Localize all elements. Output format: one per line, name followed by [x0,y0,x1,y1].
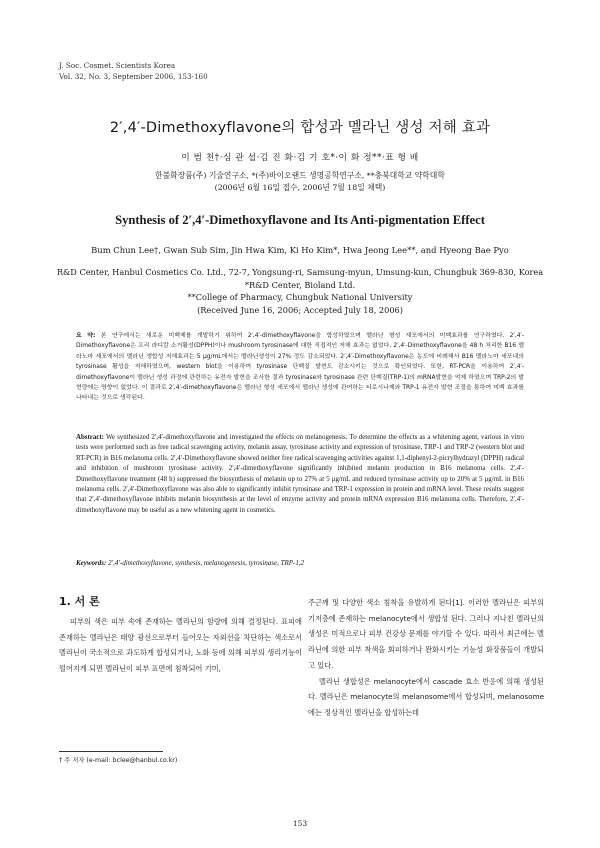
authors-korean: 이 범 천†·심 관 섭·김 진 화·김 기 호*·이 화 정**·표 형 배 [181,153,419,163]
keywords [76,559,524,567]
affiliation-english-line2: *R&D Center, Bioland Ltd. [244,279,356,290]
affiliation-korean-line1: 한불화장품(주) 기술연구소, *(주)바이오랜드 생명공학연구소, **충북대학교 약학대학 [155,171,445,180]
title-english: Synthesis of 2′,4′-Dimethoxyflavone and Its Anti-pigmentation Effect [115,213,485,227]
title-korean: 2′,4′-Dimethoxyflavone의 합성과 멜라닌 생성 저해 효과 [109,120,491,136]
abstract-korean-text: 본 연구에서는 새로운 미백제를 개발하기 위하여 2′,4′-dimethoxyflavone을 합성하였으며 멜라닌 형성 세포에서의 미백효과를 연구하였다. 2′,4′-Dimethoxyflavone은 프리 라디칼 소거활성(DPPH)이나 mushroom tyrosinase에 대한 직접적인 저해 효과는 없었다. 2′,4′-Dimethoxyflavone을 48 h 처리한 B16 멜라노마 세포에서의 멜라닌 생합성 저해효과는 5 μg/mL에서는 멜라닌생성이 27% 정도 감소되었다. 2′,4′-Dimethoxyflavone은 농도에 비례해서 B16 멜라노마 세포내의 tyrosinase 활성을 저해하였으며, western blot을 이용하여 tyrosinase 단백질 발현도 감소시키는 것으로 확인되었다. 또한, RT-PCR을 이용하여 2′,4′-dimethoxyflavone이 멜라닌 생성 과정에 관련하는 유전자 발현을 조사한 결과 tyrosinase와 tyrosinase 관련 단백질(TRP-1)의 mRNA발현을 억제 하였으며 TRP-2의 발현량에는 영향이 없었다. 이 결과로 2′,4′-dimethoxyflavone은 멜라닌 형성 세포에서 멜라닌 생성에 관여하는 티로시나제와 TRP-1 유전자 발현 조절을 통하여 미백 효과를 나타내는 것으로 생각된다. [76,332,524,402]
journal-issue: Vol. 32, No. 3, September 2006, 153-160 [59,72,208,81]
affiliation-english-line1: R&D Center, Hanbul Cosmetics Co. Ltd., 72-7, Yongsung-ri, Samsung-myun, Umsung-kun, Chungbuk 369-830, Korea [56,267,544,277]
affiliation-english-dates: (Received June 16, 2006; Accepted July 18, 2006) [197,304,403,315]
body-column-right [308,595,544,721]
section-heading-introduction: 1. 서 론 [59,595,100,608]
body-paragraph: 주근깨 및 다양한 색소 침착을 유발하게 된다[1]. 이러한 멜라닌은 피부의 기저층에 존재하는 melanocyte에서 생합성 된다. 그러나 지나친 멜라닌의 생성은 미적으로나 피부 건강상 문제를 야기할 수 있다. 따라서 최근에는 멜라닌에 의한 피부 착색을 회피하거나 완화시키는 기능성 화장품들이 개발되고 있다. [308,598,544,670]
authors-english: Bum Chun Lee†, Gwan Sub Sim, Jin Hwa Kim, Ki Ho Kim*, Hwa Jeong Lee**, and Hyeong Bae Pyo [91,245,509,255]
page-number: 153 [292,819,308,828]
abstract-korean [76,331,524,404]
abstract-english-label: Abstract: [76,434,104,441]
body-paragraph: 멜라닌 생합성은 melanocyte에서 cascade 효소 반응에 의해 생성된다. 멜라닌은 melanocyte의 melanosome에서 합성되며, melanosome에는 정상적인 멜라닌을 합성하는데 [308,676,544,717]
footnote-corresponding-author: † 주 저자 (e-mail: bclee@hanbul.co.kr) [59,757,178,764]
keywords-text: 2′,4′-dimethoxyflavone, synthesis, melanogenesis, tyrosinase, TRP-1,2 [108,559,305,567]
abstract-korean-label: 요 약: [76,332,96,339]
body-paragraph: 피부의 색은 피부 속에 존재하는 멜라닌의 함량에 의해 결정된다. 표피에 존재하는 멜라닌은 태양 광선으로부터 들어오는 자외선을 차단하는 색소로서 멜라닌이 국소적으로 과도하게 합성되거나, 노화 등에 의해 피부의 생리기능이 떨어지게 되면 멜라닌이 피부 표면에 침착되어 기미, [59,617,302,674]
affiliation-korean-dates: (2006년 6월 16일 접수, 2006년 7월 18일 채택) [214,183,386,192]
abstract-english-text: We synthesized 2′,4′-dimethoxyflavone and investigated the effects on melanogenesis. To determine the effects as a whitening agent, various in vitro tests were performed such as free radical scavenging activity, melanin assay, tyrosinase activity and expression of tyrosinase, TRP-1 and TRP-2 (western blot and RT-PCR) in B16 melanoma cells. 2′,4′-Dimethoxyflavone showed neither free radical scavenging activities against 1,1-diphenyl-2-picrylhydrazyl (DPPH) radical and inhibition of mushroom tyrosinase activity. 2′,4′-dimethoxyflavone significantly inhibited melanin production in B16 melanoma cells. 2′,4′-Dimethoxyflavone treatment (48 h) suppressed the biosynthesis of melanin up to 27% at 5 μg/mL and reduced tyrosinase activity up to 20% at 5 μg/mL in B16 melanoma cells. 2′,4′-Dimethoxyflavone was also able to significantly inhibit tyrosinase and TRP-1 expression in protein and mRNA level. These results suggest that 2′,4′-dimethoxyflavone inhibits melanin biosynthesis at the level of enzyme activity and protein mRNA expression B16 melanoma cells. Therefore, 2′,4′-dimethoxyflavone may be useful as a new whitening agent in cosmetics. [76,434,524,514]
footnote-divider [59,751,163,752]
journal-name: J. Soc. Cosmet. Scientists Korea [59,61,176,70]
body-column-left [59,614,302,677]
keywords-label: Keywords: [76,559,107,567]
affiliation-korean [0,170,600,194]
affiliation-english [0,266,600,316]
abstract-english [76,433,524,516]
journal-header [59,60,208,82]
affiliation-english-line3: **College of Pharmacy, Chungbuk National University [187,292,413,302]
